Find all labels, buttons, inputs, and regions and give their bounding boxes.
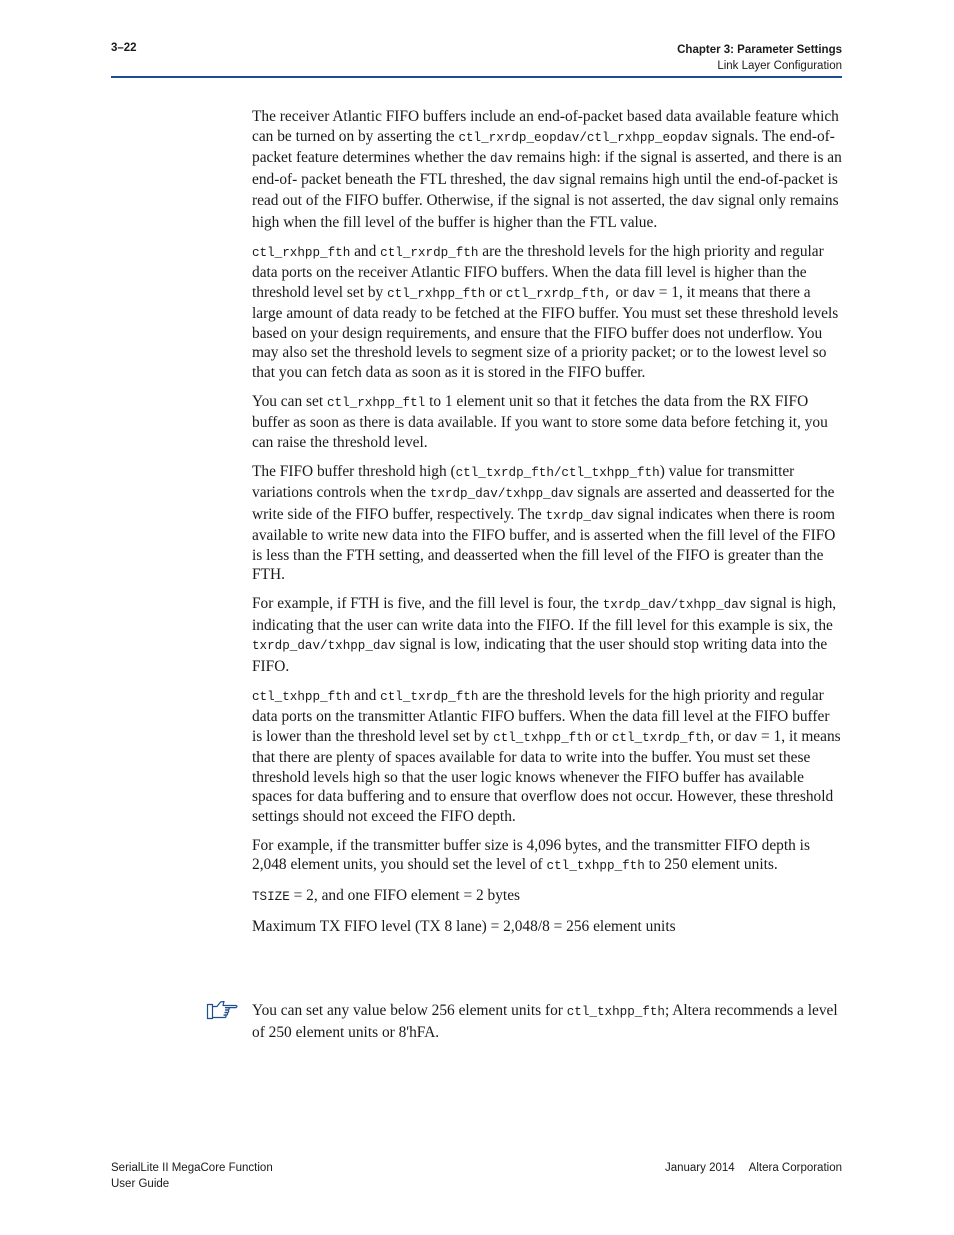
paragraph-tx-threshold: ctl_txhpp_fth and ctl_txrdp_fth are the threshold levels for the high priority and regular data ports on the transmitter Atlantic FIFO buffers. When the data fill level at the FIFO buffer is lower than the threshold level set by ctl_txhpp_fth or ctl_txrdp_fth, or dav = 1, it means that there are plenty of spaces available for data to write into the buffer. You must set these threshold levels high so that the user logic knows whenever the FIFO buffer has available spaces for data buffering and to ensure that overflow does not occur. However, these threshold settings should not exceed the FIFO depth. [252, 686, 841, 825]
paragraph-rx-threshold: ctl_rxhpp_fth and ctl_rxrdp_fth are the threshold levels for the high priority and regular data ports on the receiver Atlantic FIFO buffers. When the data fill level is higher than the threshold level set by ctl_rxhpp_fth or ctl_rxrdp_fth, or dav = 1, it means that there a large amount of data ready to be fetched at the FIFO buffer. You must set these threshold levels based on your design requirements, and ensure that the FIFO buffer does not underflow. You may also set the threshold levels to segment size of a priority packet; or to the lowest level so that you can fetch data as soon as it is stored in the FIFO buffer. [252, 242, 839, 381]
signal-code: ctl_rxhpp_fth [387, 286, 486, 301]
body-text [252, 107, 842, 946]
signal-code: ctl_rxrdp_eopdav/ctl_rxhpp_eopdav [458, 130, 708, 145]
footer-left [111, 1160, 273, 1192]
paragraph-rx-ftl: You can set ctl_rxhpp_ftl to 1 element unit so that it fetches the data from the RX FIFO buffer as soon as there is data available. If you want to store some data before fetching it, you can raise the threshold level. [252, 392, 828, 451]
signal-code: ctl_rxhpp_ftl [326, 395, 426, 410]
signal-code: ctl_txrdp_fth [611, 730, 711, 745]
signal-code: dav [734, 730, 758, 745]
signal-code: ctl_txrdp_fth [380, 689, 479, 704]
publication-date: January 2014 [664, 1162, 735, 1174]
paragraph-tsize: TSIZE = 2, and one FIFO element = 2 bytes [252, 887, 521, 904]
signal-code: ctl_rxhpp_fth [252, 245, 351, 260]
paragraph-tx-fth: The FIFO buffer threshold high (ctl_txrdp_fth/ctl_txhpp_fth) value for transmitter variations controls when the txrdp_dav/txhpp_dav signals are asserted and deasserted for the write side of the FIFO buffer, respectively. The txrdp_dav signal indicates when there is room available to write new data into the FIFO buffer, and is asserted when the fill level of the FIFO is less than the FTH setting, and deasserted when the fill level of the FIFO is greater than the FTH. [252, 462, 836, 583]
paragraph-max-level: Maximum TX FIFO level (TX 8 lane) = 2,048/8 = 256 element units [252, 918, 676, 935]
signal-code: ctl_rxrdp_fth [380, 245, 479, 260]
section-title: Link Layer Configuration [717, 60, 842, 72]
signal-code: ctl_txhpp_fth [493, 730, 592, 745]
page-number: 3–22 [111, 42, 137, 54]
company-name: Altera Corporation [748, 1162, 842, 1174]
signal-code: txrdp_dav [545, 508, 614, 523]
signal-code: ctl_txhpp_fth [546, 859, 645, 873]
signal-code: ctl_txhpp_fth [566, 1005, 665, 1019]
running-header [677, 42, 842, 74]
document-subtitle: User Guide [111, 1178, 170, 1190]
document-title: SerialLite II MegaCore Function [111, 1162, 273, 1174]
signal-code: TSIZE [252, 890, 290, 904]
signal-code: dav [632, 286, 655, 301]
paragraph-eop-feature: The receiver Atlantic FIFO buffers include an end-of-packet based data available feature which can be turned on by asserting the ctl_rxrdp_eopdav/ctl_rxhpp_eopdav signals. The end-of-packet feature determines whether the dav remains high: if the signal is asserted, and there is an end-of- packet beneath the FTL threshed, the dav signal remains high until the end-of-packet is read out of the FIFO buffer. Otherwise, if the signal is not asserted, the dav signal only remains high when the fill level of the buffer is higher than the FTL value. [252, 108, 842, 231]
note-text: You can set any value below 256 element units for ctl_txhpp_fth; Altera recommends a level of 250 element units or 8'hFA. [252, 1002, 838, 1041]
signal-code: dav [691, 195, 715, 209]
pointing-hand-icon [205, 999, 239, 1021]
chapter-title: Chapter 3: Parameter Settings [677, 44, 842, 56]
signal-code: txrdp_dav/txhpp_dav [252, 639, 396, 653]
signal-code: ctl_txrdp_fth/ctl_txhpp_fth [455, 465, 660, 480]
paragraph-buffer-example: For example, if the transmitter buffer size is 4,096 bytes, and the transmitter FIFO depth is 2,048 element units, you should set the level of ctl_txhpp_fth to 250 element units. [252, 836, 810, 873]
signal-code: txrdp_dav/txhpp_dav [602, 598, 747, 612]
signal-code: dav [490, 152, 513, 166]
signal-code: ctl_txhpp_fth [252, 689, 351, 704]
paragraph-fth-example: For example, if FTH is five, and the fill level is four, the txrdp_dav/txhpp_dav signal is high, indicating that the user can write data into the FIFO. If the fill level for this example is six, the txrdp_dav/txhpp_dav signal is low, indicating that the user should stop writing data into the FIFO. [252, 595, 837, 675]
signal-code: ctl_rxrdp_fth, [505, 286, 612, 301]
footer-right [665, 1160, 842, 1176]
signal-code: txrdp_dav/txhpp_dav [429, 487, 574, 501]
header-rule [111, 76, 842, 78]
signal-code: dav [532, 173, 556, 188]
